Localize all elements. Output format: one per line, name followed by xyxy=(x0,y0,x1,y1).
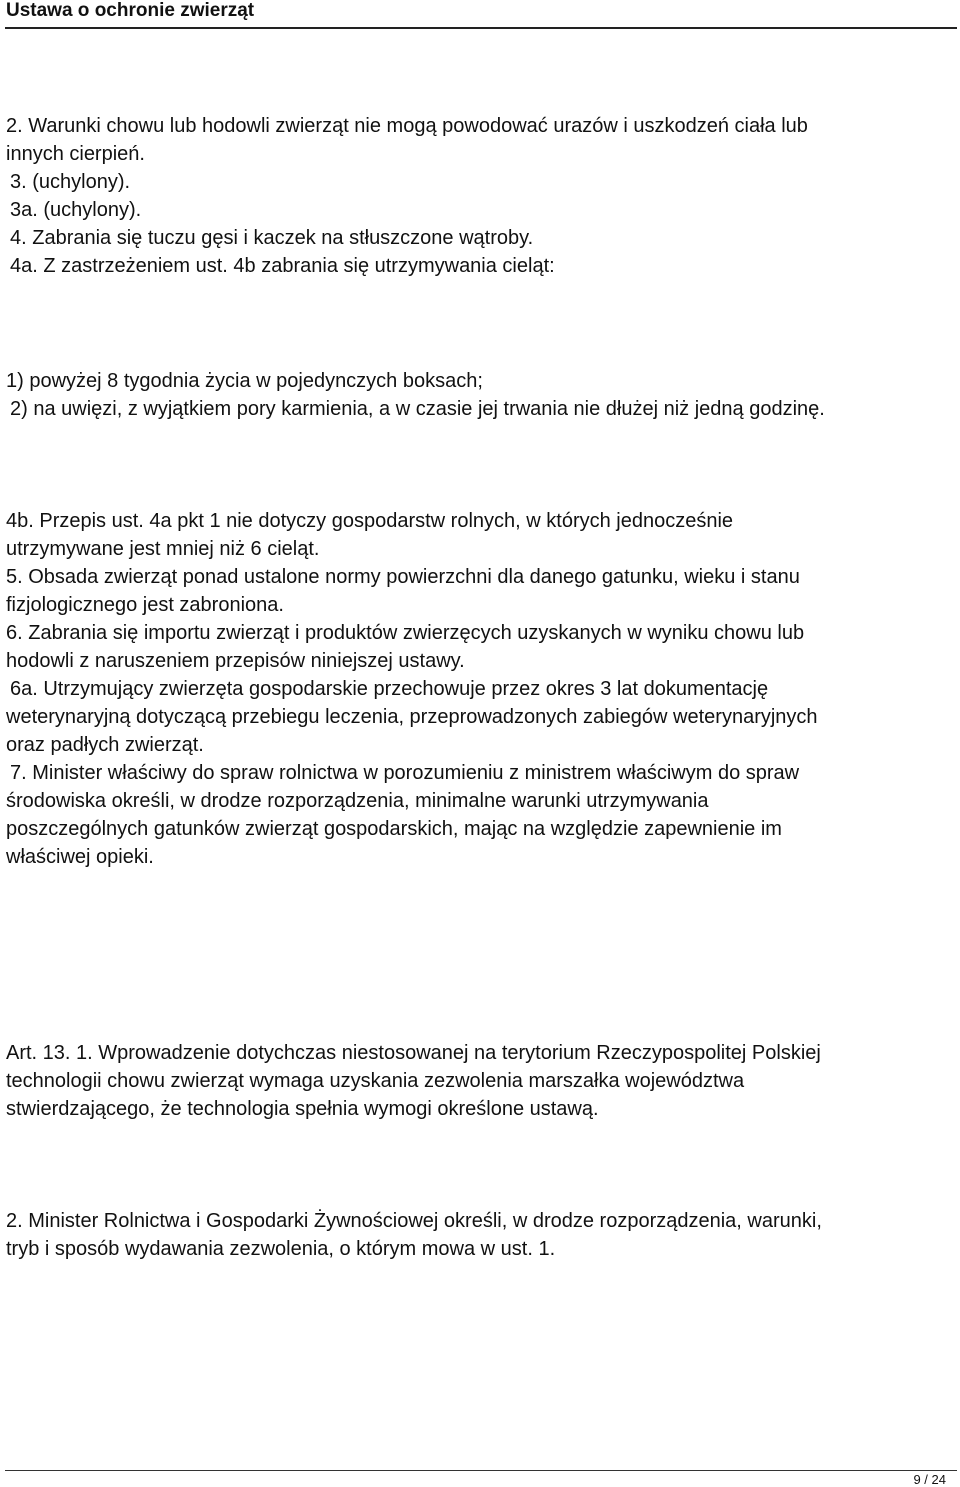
section-list xyxy=(6,367,946,423)
section-para-2-4a xyxy=(6,112,946,280)
para-3a: 3a. (uchylony). xyxy=(10,199,142,221)
header-divider xyxy=(5,27,957,29)
list-item: 2) na uwięzi, z wyjątkiem pory karmienia, a w czasie jej trwania nie dłużej niż jedną godzinę. xyxy=(10,398,825,420)
art-13-2-line-2: tryb i sposób wydawania zezwolenia, o którym mowa w ust. 1. xyxy=(6,1238,556,1260)
document-title: Ustawa o ochronie zwierząt xyxy=(6,0,255,21)
para-4b-line-2: utrzymywane jest mniej niż 6 cieląt. xyxy=(6,538,320,560)
page-number: 9 / 24 xyxy=(913,1472,946,1487)
para-2-line-1: 2. Warunki chowu lub hodowli zwierząt nie mogą powodować urazów i uszkodzeń ciała lub xyxy=(6,115,808,137)
para-6a-line-1: 6a. Utrzymujący zwierzęta gospodarskie przechowuje przez okres 3 lat dokumentację xyxy=(10,678,769,700)
para-7-line-2: środowiska określi, w drodze rozporządzenia, minimalne warunki utrzymywania xyxy=(6,790,709,812)
art-13-2-line-1: 2. Minister Rolnictwa i Gospodarki Żywnościowej określi, w drodze rozporządzenia, warunki, xyxy=(6,1210,822,1232)
section-art-13 xyxy=(6,1039,946,1123)
para-6-line-2: hodowli z naruszeniem przepisów niniejszej ustawy. xyxy=(6,650,465,672)
para-2-line-2: innych cierpień. xyxy=(6,143,145,165)
para-5-line-2: fizjologicznego jest zabroniona. xyxy=(6,594,284,616)
para-6a-line-3: oraz padłych zwierząt. xyxy=(6,734,204,756)
art-13-line-1: Art. 13. 1. Wprowadzenie dotychczas niestosowanej na terytorium Rzeczypospolitej Polskiej xyxy=(6,1042,821,1064)
para-4a: 4a. Z zastrzeżeniem ust. 4b zabrania się utrzymywania cieląt: xyxy=(10,255,555,277)
para-7-line-4: właściwej opieki. xyxy=(6,846,154,868)
art-13-line-3: stwierdzającego, że technologia spełnia wymogi określone ustawą. xyxy=(6,1098,599,1120)
para-5-line-1: 5. Obsada zwierząt ponad ustalone normy powierzchni dla danego gatunku, wieku i stanu xyxy=(6,566,800,588)
footer-divider xyxy=(5,1470,957,1471)
para-6a-line-2: weterynaryjną dotyczącą przebiegu leczenia, przeprowadzonych zabiegów weterynaryjnych xyxy=(6,706,818,728)
para-7-line-3: poszczególnych gatunków zwierząt gospodarskich, mając na względzie zapewnienie im xyxy=(6,818,782,840)
art-13-line-2: technologii chowu zwierząt wymaga uzyskania zezwolenia marszałka województwa xyxy=(6,1070,745,1092)
para-4: 4. Zabrania się tuczu gęsi i kaczek na stłuszczone wątroby. xyxy=(10,227,534,249)
para-7-line-1: 7. Minister właściwy do spraw rolnictwa w porozumieniu z ministrem właściwym do spraw xyxy=(10,762,800,784)
para-3: 3. (uchylony). xyxy=(10,171,131,193)
section-art-13-2 xyxy=(6,1207,946,1263)
list-item: 1) powyżej 8 tygodnia życia w pojedynczych boksach; xyxy=(6,370,483,392)
para-4b-line-1: 4b. Przepis ust. 4a pkt 1 nie dotyczy gospodarstw rolnych, w których jednocześnie xyxy=(6,510,734,532)
para-6-line-1: 6. Zabrania się importu zwierząt i produktów zwierzęcych uzyskanych w wyniku chowu lub xyxy=(6,622,805,644)
section-para-4b-7 xyxy=(6,507,946,871)
